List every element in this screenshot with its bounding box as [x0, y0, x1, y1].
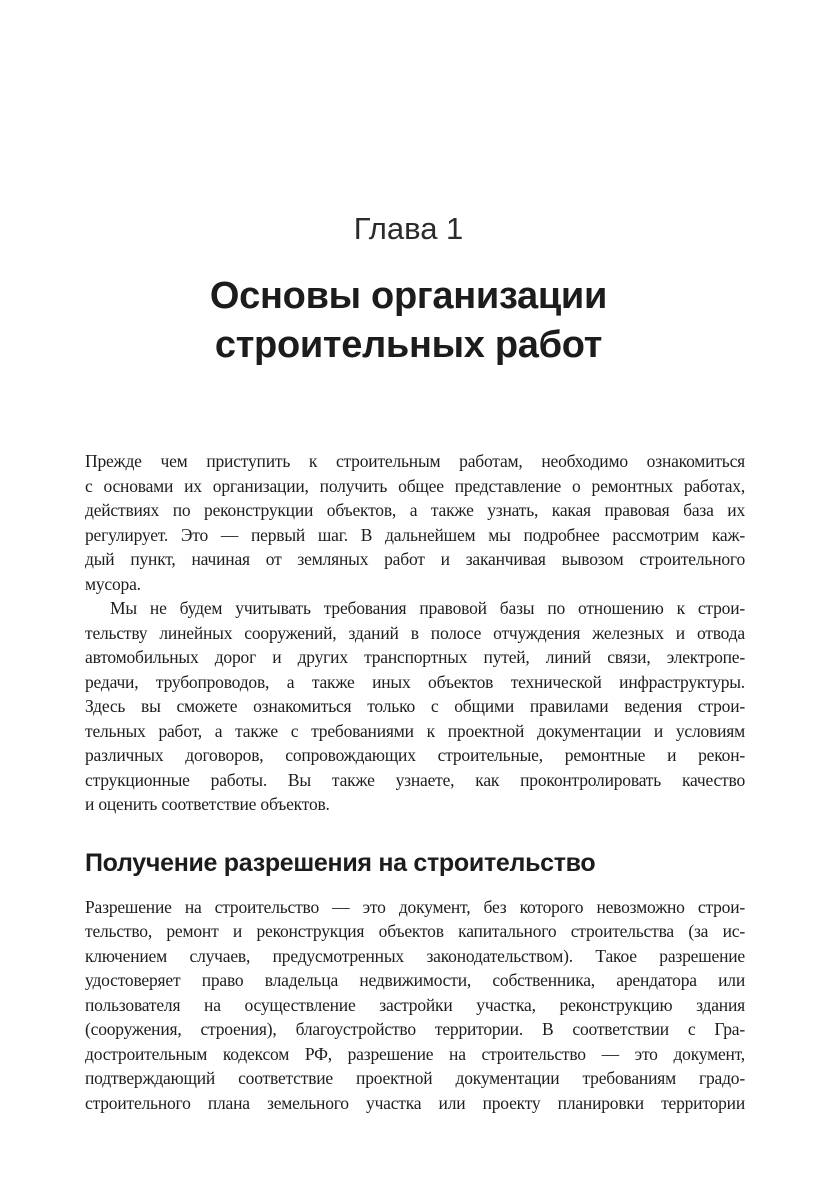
text-line: тельство, ремонт и реконструкция объектов капитального строительства (за ис-	[85, 921, 745, 941]
text-line: мусора.	[85, 573, 141, 594]
text-line: струкционные работы. Вы также узнаете, как проконтролировать качество	[85, 769, 745, 790]
text-line: автомобильных дорог и других транспортных путей, линий связи, электропе-	[85, 647, 745, 667]
text-line: Здесь вы сможете ознакомиться только с общими правилами ведения строи-	[85, 696, 745, 716]
text-line: и оценить соответствие объектов.	[85, 794, 330, 814]
text-line: с основами их организации, получить общее представление о ремонтных работах,	[85, 475, 745, 496]
section-heading: Получение разрешения на строительство	[85, 848, 596, 877]
text-line: удостоверяет право владельца недвижимости, собственника, арендатора или	[85, 970, 745, 990]
paragraph	[85, 596, 745, 817]
text-line: тельных работ, а также с требованиями к проектной документации и условиям	[85, 720, 745, 741]
text-line: Мы не будем учитывать требования правовой базы по отношению к строи-	[110, 598, 745, 618]
chapter-title: Основы организации строительных работ	[209, 275, 608, 366]
text-line: подтверждающий соответствие проектной документации требованиям градо-	[85, 1068, 745, 1088]
text-line: регулирует. Это — первый шаг. В дальнейшем мы подробнее рассмотрим каж-	[85, 524, 745, 545]
text-line: различных договоров, сопровождающих строительные, ремонтные и рекон-	[85, 745, 745, 765]
chapter-label: Глава 1	[353, 211, 464, 246]
text-line: тельству линейных сооружений, зданий в полосе отчуждения железных и отвода	[85, 622, 745, 643]
text-line: ключением случаев, предусмотренных законодательством). Такое разрешение	[85, 945, 745, 966]
text-line: дый пункт, начиная от земляных работ и заканчивая вывозом строительного	[85, 549, 745, 569]
text-line: строительного плана земельного участка или проекту планировки территории	[85, 1092, 745, 1113]
text-line: (сооружения, строения), благоустройство территории. В соответствии с Гра-	[85, 1019, 745, 1039]
text-line: редачи, трубопроводов, а также иных объектов технической инфраструктуры.	[85, 671, 745, 692]
text-line: Прежде чем приступить к строительным работам, необходимо ознакомиться	[85, 451, 745, 471]
page-body	[85, 449, 745, 1115]
text-line: пользователя на осуществление застройки участка, реконструкцию здания	[85, 994, 745, 1015]
text-line: достроительным кодексом РФ, разрешение на строительство — это документ,	[85, 1043, 745, 1064]
paragraph	[85, 895, 745, 1116]
paragraph	[85, 449, 745, 596]
text-line: Разрешение на строительство — это документ, без которого невозможно строи-	[85, 896, 745, 917]
text-line: действиях по реконструкции объектов, а также узнать, какая правовая база их	[85, 500, 745, 520]
